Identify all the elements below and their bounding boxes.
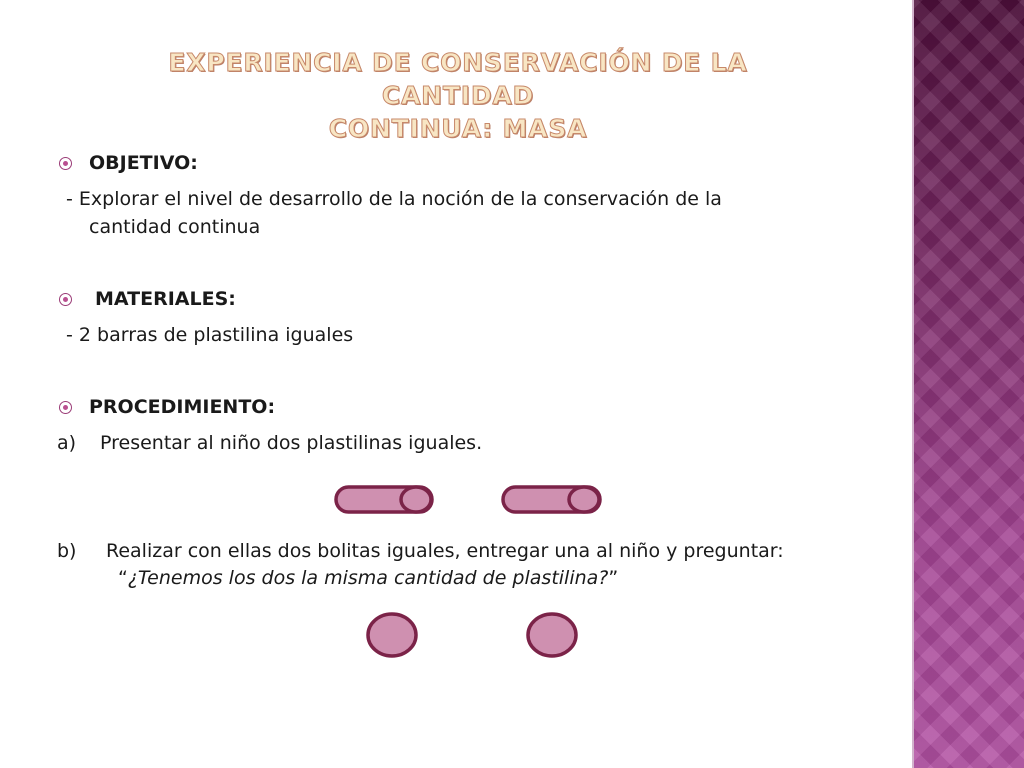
materiales-text: - 2 barras de plastilina iguales: [66, 324, 354, 346]
step-a-text: Presentar al niño dos plastilinas iguales.: [100, 432, 483, 454]
plasticine-bar-2: [503, 487, 600, 512]
question-italic: ¿Tenemos los dos la misma cantidad de plastilina?: [127, 567, 609, 589]
step-a-label: a): [57, 432, 77, 454]
step-b-text: Realizar con ellas dos bolitas iguales, entregar una al niño y preguntar:: [106, 540, 784, 562]
procedimiento-heading: PROCEDIMIENTO:: [89, 396, 276, 418]
plasticine-bar-end: [569, 487, 599, 512]
objetivo-text-line-2: cantidad continua: [89, 216, 261, 238]
plasticine-bar-1: [336, 487, 432, 512]
objetivo-heading: OBJETIVO:: [89, 152, 198, 174]
slide-title-line-1: EXPERIENCIA DE CONSERVACIÓN DE LA CANTIDAD: [168, 48, 748, 110]
question-open-quote: “: [118, 567, 128, 589]
plasticine-ball-2: [528, 614, 576, 656]
question-close-quote: ”: [608, 567, 619, 589]
plasticine-ball-1: [368, 614, 416, 656]
decorative-sidebar: [912, 0, 1024, 768]
objetivo-text-line-1: - Explorar el nivel de desarrollo de la noción de la conservación de la: [66, 188, 722, 210]
step-b-label: b): [57, 540, 77, 562]
plasticine-bar-end: [401, 487, 431, 512]
slide-title-line-2: CONTINUA: MASA: [328, 114, 588, 143]
materiales-heading: MATERIALES:: [95, 288, 236, 310]
